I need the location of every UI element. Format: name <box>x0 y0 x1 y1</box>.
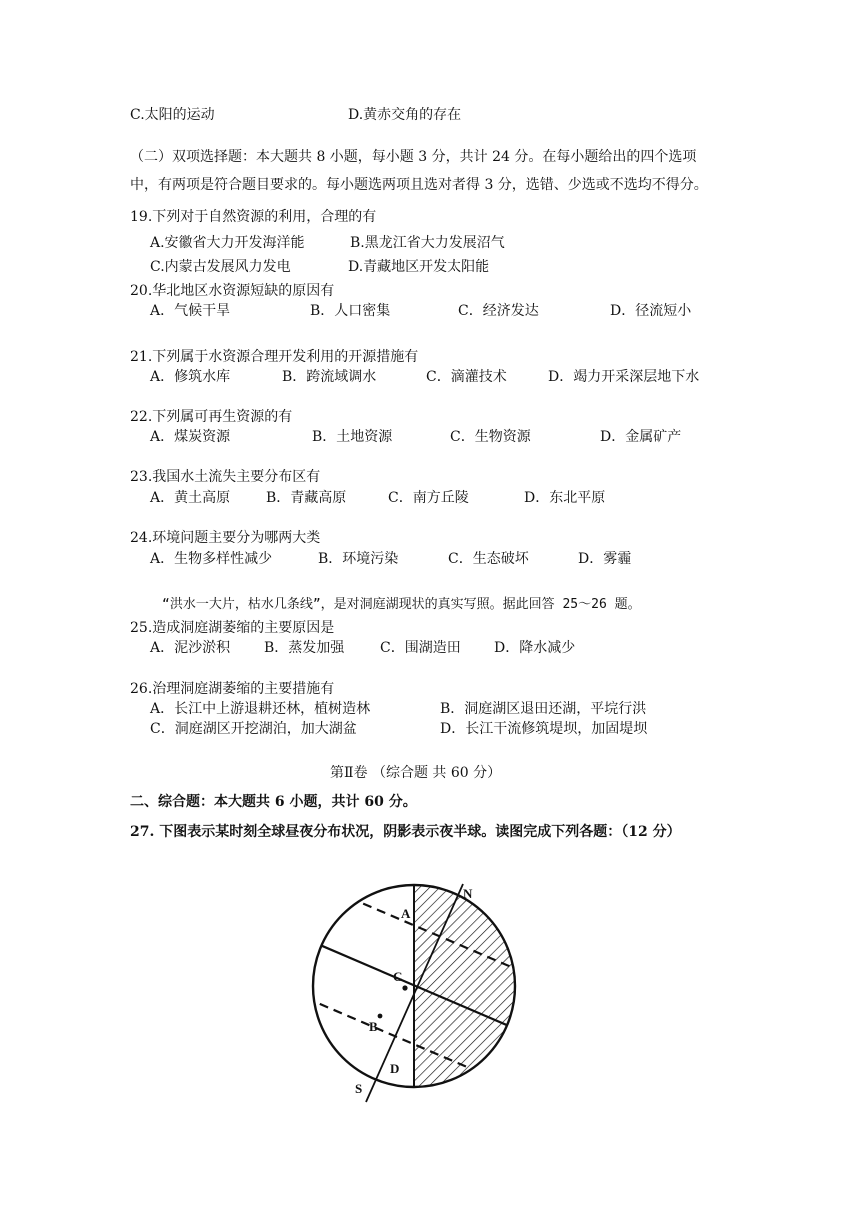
q27-stem: 27. 下图表示某时刻全球昼夜分布状况，阴影表示夜半球。读图完成下列各题：（12 分） <box>130 824 681 840</box>
section-intro-line-1: （二）双项选择题：本大题共 8 小题，每小题 3 分，共计 24 分。在每小题给出的四个选项 <box>130 149 697 165</box>
q25-stem: 25.造成洞庭湖萎缩的主要原因是 <box>130 620 335 636</box>
q20-option-b: B．人口密集 <box>310 303 391 319</box>
q23-stem: 23.我国水土流失主要分布区有 <box>130 469 321 485</box>
q20-option-c: C．经济发达 <box>458 303 539 319</box>
q23-option-b: B．青藏高原 <box>266 490 347 506</box>
label-n: N <box>463 886 473 901</box>
q22-stem: 22.下列属可再生资源的有 <box>130 409 293 425</box>
q25-option-c: C．围湖造田 <box>380 640 461 656</box>
night-hemisphere-shading <box>414 885 515 1087</box>
dongting-note: “洪水一大片，枯水几条线”，是对洞庭湖现状的真实写照。据此回答 25～26 题。 <box>162 597 641 612</box>
q20-option-a: A．气候干旱 <box>150 303 231 319</box>
q21-option-d: D．竭力开采深层地下水 <box>548 369 700 385</box>
q26-option-d: D．长江干流修筑堤坝，加固堤坝 <box>440 721 648 737</box>
part2-title: 第Ⅱ卷 （综合题 共 60 分） <box>330 765 502 781</box>
q22-option-d: D．金属矿产 <box>600 429 682 445</box>
label-s: S <box>355 1081 363 1096</box>
q26-stem: 26.治理洞庭湖萎缩的主要措施有 <box>130 681 335 697</box>
q19-option-a: A.安徽省大力开发海洋能 <box>150 235 305 251</box>
q24-option-b: B．环境污染 <box>318 551 399 567</box>
q20-option-d: D．径流短小 <box>610 303 692 319</box>
label-c: C <box>393 969 403 984</box>
q24-stem: 24.环境问题主要分为哪两大类 <box>130 530 321 546</box>
q23-option-d: D．东北平原 <box>524 490 606 506</box>
label-d: D <box>390 1061 400 1076</box>
q22-option-c: C．生物资源 <box>450 429 531 445</box>
q22-option-a: A．煤炭资源 <box>150 429 231 445</box>
q23-option-a: A．黄土高原 <box>150 490 231 506</box>
section-intro-line-2: 中，有两项是符合题目要求的。每小题选两项且选对者得 3 分，选错、少选或不选均不得分。 <box>130 177 708 193</box>
q18-option-c: C.太阳的运动 <box>130 107 215 123</box>
day-night-globe-figure <box>300 880 540 1120</box>
q24-option-c: C．生态破坏 <box>448 551 529 567</box>
q21-option-b: B．跨流域调水 <box>282 369 377 385</box>
label-b: B <box>369 1019 378 1034</box>
q20-stem: 20.华北地区水资源短缺的原因有 <box>130 283 335 299</box>
q19-option-c: C.内蒙古发展风力发电 <box>150 259 291 275</box>
q24-option-a: A．生物多样性减少 <box>150 551 273 567</box>
q22-option-b: B．土地资源 <box>312 429 393 445</box>
q21-stem: 21.下列属于水资源合理开发利用的开源措施有 <box>130 349 419 365</box>
q26-option-a: A．长江中上游退耕还林，植树造林 <box>150 701 371 717</box>
q21-option-a: A．修筑水库 <box>150 369 231 385</box>
q23-option-c: C．南方丘陵 <box>388 490 469 506</box>
q26-option-b: B．洞庭湖区退田还湖，平垸行洪 <box>440 701 647 717</box>
point-c-dot <box>402 985 407 990</box>
q19-option-d: D.青藏地区开发太阳能 <box>348 259 490 275</box>
q25-option-d: D．降水减少 <box>494 640 576 656</box>
q25-option-a: A．泥沙淤积 <box>150 640 231 656</box>
part2-heading: 二、综合题：本大题共 6 小题，共计 60 分。 <box>130 794 417 810</box>
label-a: A <box>401 906 411 921</box>
q19-stem: 19.下列对于自然资源的利用，合理的有 <box>130 209 377 225</box>
point-b-dot <box>378 1014 383 1019</box>
q18-option-d: D.黄赤交角的存在 <box>348 107 462 123</box>
q19-option-b: B.黑龙江省大力发展沼气 <box>350 235 505 251</box>
q24-option-d: D．雾霾 <box>578 551 632 567</box>
q21-option-c: C．滴灌技术 <box>426 369 507 385</box>
q25-option-b: B．蒸发加强 <box>264 640 345 656</box>
q26-option-c: C．洞庭湖区开挖湖泊，加大湖盆 <box>150 721 357 737</box>
